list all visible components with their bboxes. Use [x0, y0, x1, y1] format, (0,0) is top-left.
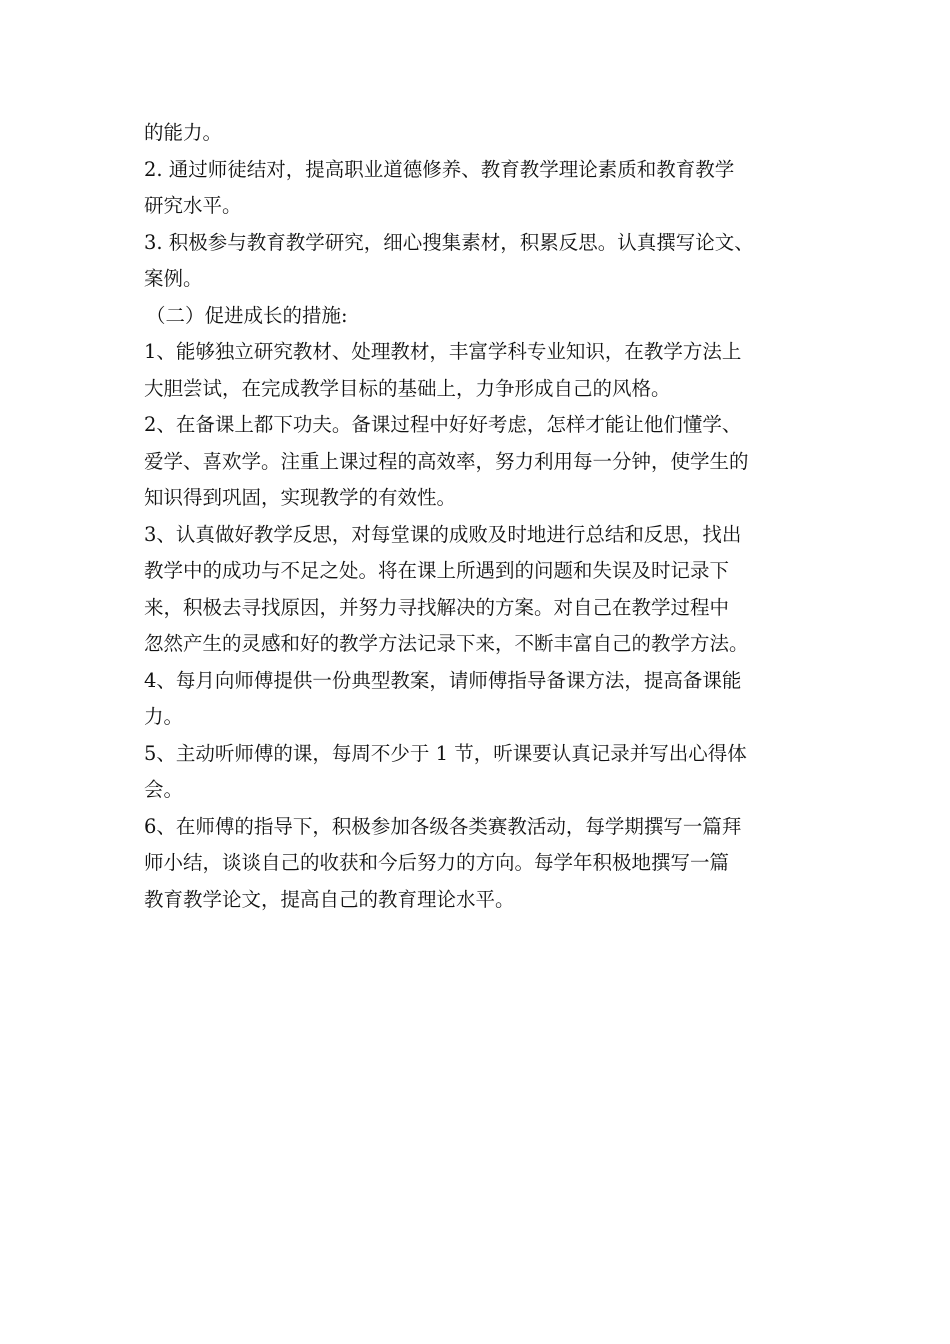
text-line: 3. 积极参与教育教学研究，细心搜集素材，积累反思。认真撰写论文、: [144, 230, 754, 254]
text-line: 会。: [144, 778, 184, 801]
text-line: 忽然产生的灵感和好的教学方法记录下来，不断丰富自己的教学方法。: [144, 632, 749, 655]
text-line: 力。: [144, 705, 184, 728]
text-line: 师小结，谈谈自己的收获和今后努力的方向。每学年积极地撰写一篇: [144, 851, 730, 874]
text-line: 的能力。: [144, 121, 223, 144]
text-line: 4、每月向师傅提供一份典型教案，请师傅指导备课方法，提高备课能: [144, 668, 742, 692]
document-body: [144, 115, 814, 918]
text-line: 知识得到巩固，实现教学的有效性。: [144, 486, 457, 509]
text-line: 来，积极去寻找原因，并努力寻找解决的方案。对自己在教学过程中: [144, 595, 730, 619]
section-heading: （二）促进成长的措施:: [146, 303, 348, 327]
text-line: 爱学、喜欢学。注重上课过程的高效率，努力利用每一分钟，使学生的: [144, 449, 749, 473]
text-line: 案例。: [144, 267, 203, 290]
text-line: 教学中的成功与不足之处。将在课上所遇到的问题和失误及时记录下: [144, 559, 730, 582]
text-line: 3、认真做好教学反思，对每堂课的成败及时地进行总结和反思，找出: [144, 522, 742, 546]
text-line: 6、在师傅的指导下，积极参加各级各类赛教活动，每学期撰写一篇拜: [144, 814, 742, 838]
text-line: 研究水平。: [144, 194, 242, 217]
text-line: 2. 通过师徒结对，提高职业道德修养、教育教学理论素质和教育教学: [144, 157, 735, 181]
text-line: 2、在备课上都下功夫。备课过程中好好考虑，怎样才能让他们懂学、: [144, 413, 742, 436]
text-line: 大胆尝试，在完成教学目标的基础上，力争形成自己的风格。: [144, 376, 671, 400]
text-line: 5、主动听师傅的课，每周不少于 1 节，听课要认真记录并写出心得体: [144, 741, 747, 765]
text-line: 1、能够独立研究教材、处理教材，丰富学科专业知识，在教学方法上: [144, 340, 742, 363]
text-line: 教育教学论文，提高自己的教育理论水平。: [144, 887, 515, 911]
